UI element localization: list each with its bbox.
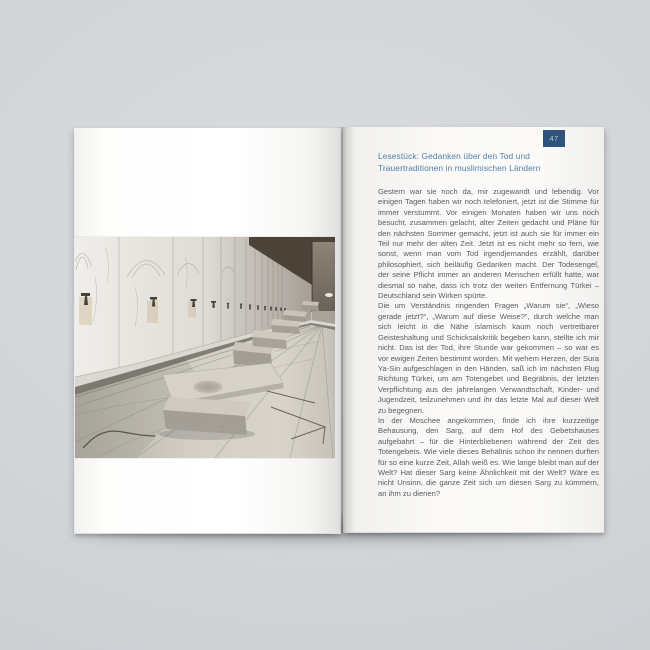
heading-line-2: Trauertraditionen in muslimischen Ländern [378,162,541,173]
paragraph: Gestern war sie noch da, mir zugewandt und lebendig. Vor einigen Tagen haben wir noch telefoniert, jetzt ist die Stimme für immer verstummt. Vor einigen Monaten haben wir uns noch besucht, zusammen gelacht, alter Zeiten gedacht und Pläne für den nächsten Sommer gemacht, jetzt ist auch sie für immer ein Teil nur mehr der alten Zeit. Jetzt ist es nicht mehr so fern, wie sonst, wenn man vom Tod irgendjemandes erzählt, darüber philosophiert, sich beiläufig Gedanken macht. Der Todesengel, der seine Pflicht immer an anderen Menschen erfüllt hatte, war diesmal so nahe, dass ich trotz der weiten Entfernung Türkei – Deutschland sein Wirken spürte. [378,187,599,301]
section-heading [378,151,578,175]
heading-line-1: Lesestück: Gedanken über den Tod und [378,151,530,161]
page-number-badge [543,130,565,147]
ablution-room-photo [75,237,335,458]
body-text [378,187,599,499]
left-page [75,128,341,534]
paragraph: Die um Verständnis ringenden Fragen „Warum sie“, „Wieso gerade jetzt?“, „Warum auf diese Weise?“, durch welche man sich leicht in die Nähe islamisch kaum noch vertretbarer Geisteshaltung und Schicksalskritik begeben kann, stellte ich mir nicht. Das ist der Tod, ihre Stunde war gekommen – so war es vor ewigen Zeiten bestimmt worden. Mit wehem Herzen, der Sura Ya-Sin aufgeschlagen in den Händen, saß ich im nächsten Flug Richtung Türkei, um am Totengebet und Begräbnis, der letzten Verpflichtung aus der jahrelangen Verwandtschaft, Kinder- und Jugendzeit, teilzunehmen und ihr das letzte Mal auf dieser Welt zu begegnen. [378,301,599,415]
right-page [343,127,604,533]
page-number: 47 [549,134,559,143]
paragraph: In der Moschee angekommen, finde ich ihre kurzzeitige Behausung, den Sarg, auf dem Hof des Gebetshauses aufgebahrt – für die Hinterbliebenen während der Zeit des Totengebets. Wie viele dieses Behältnis schon ihr nennen durften für so eine kurze Zeit, Allah weiß es. Wie lange bleibt man auf der Welt? Hat dieser Sarg keine Ähnlichkeit mit der Welt? Wäre es nicht Unsinn, die ganze Zeit sich um diesen Sarg zu kümmern, an ihm zu dienen? [378,415,599,498]
